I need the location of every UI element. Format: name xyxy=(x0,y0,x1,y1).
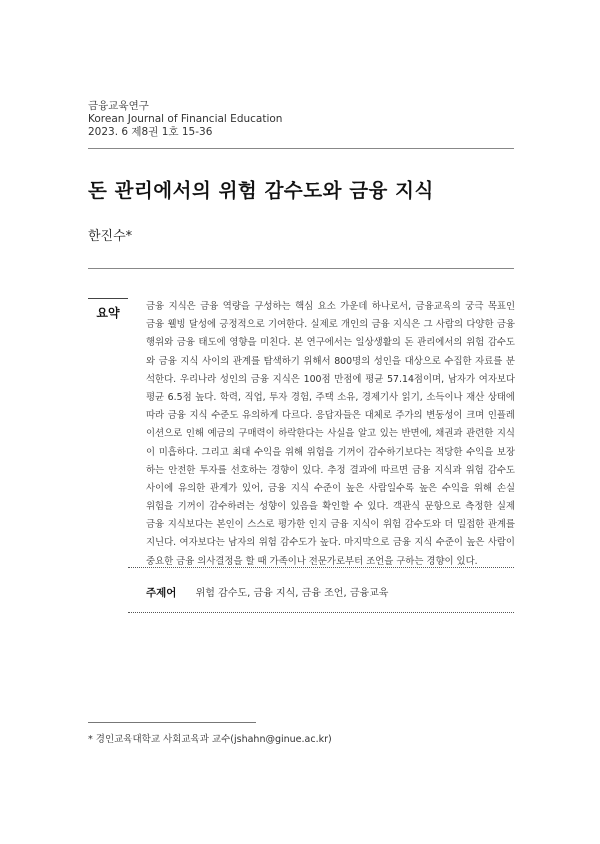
keywords-bottom-divider xyxy=(128,612,514,613)
abstract-line: 금융 웰빙 달성에 긍정적으로 기여한다. 실제로 개인의 금융 지식은 그 사람의 다양한 금융 xyxy=(146,319,515,331)
abstract-line: 하는 안전한 투자를 선호하는 경향이 있다. 추정 결과에 따르면 금융 지식과 위험 감수도 xyxy=(146,464,515,476)
abstract-line: 금융 지식보다는 본인이 스스로 평가한 인지 금융 지식이 위험 감수도와 더 밀접한 관계를 xyxy=(146,519,515,531)
author-divider xyxy=(88,268,514,269)
article-author: 한진수* xyxy=(88,229,133,244)
keywords-text: 위험 감수도, 금융 지식, 금융 조언, 금융교육 xyxy=(195,588,389,599)
journal-header xyxy=(88,100,282,139)
abstract-line: 이 미흡하다. 그리고 최대 수익을 위해 위험을 기꺼이 감수하기보다는 적당한 수익을 보장 xyxy=(146,446,515,458)
abstract-line: 와 금융 지식 사이의 관계를 탐색하기 위해서 800명의 성인을 대상으로 수집한 자료를 분 xyxy=(146,355,515,367)
journal-issue: 2023. 6 제8권 1호 15-36 xyxy=(88,126,213,138)
abstract-label-box xyxy=(88,298,128,321)
abstract-line: 이션으로 인해 예금의 구매력이 하락한다는 사실을 알고 있는 반면에, 채권과 관련한 지식 xyxy=(146,428,515,440)
journal-name-ko: 금융교육연구 xyxy=(88,100,149,112)
abstract-line: 석한다. 우리나라 성인의 금융 지식은 100점 만점에 평균 57.14점이며, 남자가 여자보다 xyxy=(146,373,515,385)
journal-name-en: Korean Journal of Financial Education xyxy=(88,113,283,125)
abstract-line: 지닌다. 여자보다는 남자의 위험 감수도가 높다. 마지막으로 금융 지식 수준이 높은 사람이 xyxy=(146,537,515,549)
footnote-divider xyxy=(88,722,256,723)
abstract-line: 금융 지식은 금융 역량을 구성하는 핵심 요소 가운데 하나로서, 금융교육의 궁극 목표인 xyxy=(146,301,515,312)
abstract-label: 요약 xyxy=(96,306,120,320)
footnote: * 경인교육대학교 사회교육과 교수(jshahn@ginue.ac.kr) xyxy=(88,734,332,745)
header-divider xyxy=(88,148,514,149)
abstract-label-rule xyxy=(88,298,128,299)
keywords-top-divider xyxy=(128,567,514,568)
abstract-line: 평균 6.5점 높다. 학력, 직업, 투자 경험, 주택 소유, 경제기사 읽기, 소득이나 재산 상태에 xyxy=(146,391,515,403)
abstract-line: 중요한 금융 의사결정을 할 때 가족이나 전문가로부터 조언을 구하는 경향이 있다. xyxy=(146,555,478,567)
abstract-line: 사이에 유의한 관계가 있어, 금융 지식 수준이 높은 사람일수록 높은 수익을 위해 손실 xyxy=(146,482,515,494)
abstract-body xyxy=(146,298,515,571)
article-title: 돈 관리에서의 위험 감수도와 금융 지식 xyxy=(88,179,434,202)
abstract-line: 따라 금융 지식 수준도 유의하게 다르다. 응답자들은 대체로 주가의 변동성이 크며 인플레 xyxy=(146,410,515,422)
abstract-line: 위험을 기꺼이 감수하려는 성향이 있음을 확인할 수 있다. 객관식 문항으로 측정한 실제 xyxy=(146,501,515,513)
keywords-label: 주제어 xyxy=(146,587,177,599)
keywords xyxy=(146,584,388,600)
abstract-line: 행위와 금융 태도에 영향을 미친다. 본 연구에서는 일상생활의 돈 관리에서의 위험 감수도 xyxy=(146,337,515,349)
